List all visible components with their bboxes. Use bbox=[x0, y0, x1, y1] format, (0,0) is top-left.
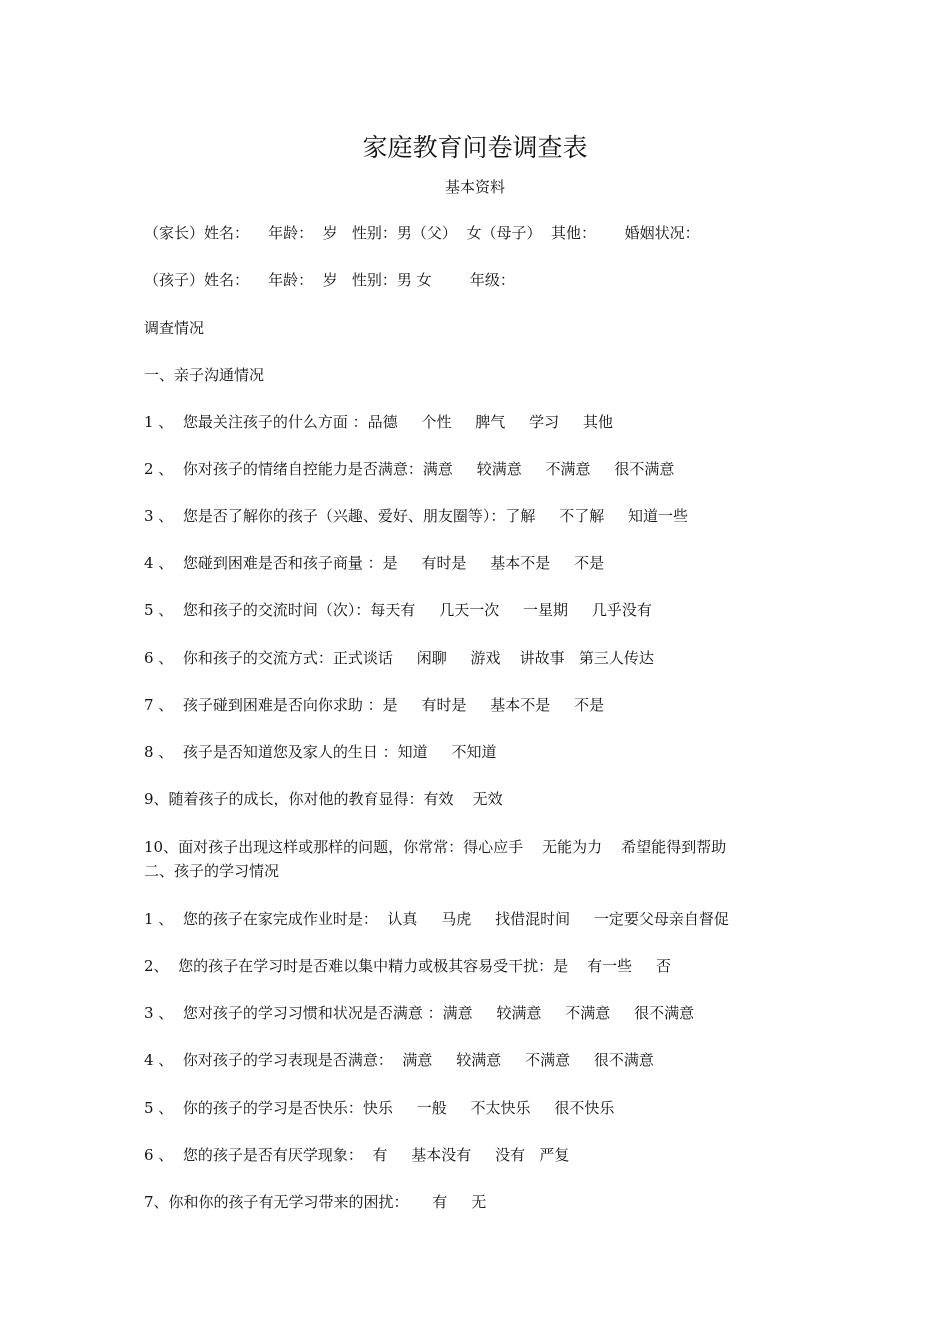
question-line: 4 、 你对孩子的学习表现是否满意： 满意 较满意 不满意 很不满意 bbox=[144, 1051, 654, 1069]
question-line: 5 、 您和孩子的交流时间（次）：每天有 几天一次 一星期 几乎没有 bbox=[144, 601, 652, 619]
question-line: 3 、 您是否了解你的孩子（兴趣、爱好、朋友圈等）：了解 不了解 知道一些 bbox=[144, 507, 689, 525]
question-line: 6 、 你和孩子的交流方式：正式谈话 闲聊 游戏 讲故事 第三人传达 bbox=[144, 649, 654, 667]
question-line: 10、面对孩子出现这样或那样的问题，你常常：得心应手 无能为力 希望能得到帮助 bbox=[144, 838, 727, 856]
question-line: 8 、 孩子是否知道您及家人的生日 ：知道 不知道 bbox=[144, 743, 497, 761]
question-line: 1 、 您最关注孩子的什么方面 ：品德 个性 脾气 学习 其他 bbox=[144, 413, 613, 431]
question-line: 7 、 孩子碰到困难是否向你求助 ：是 有时是 基本不是 不是 bbox=[144, 696, 605, 714]
document-subtitle: 基本资料 bbox=[444, 178, 505, 196]
question-line: 9、随着孩子的成长，你对他的教育显得：有效 无效 bbox=[144, 790, 503, 808]
child-info-line: （孩子）姓名： 年龄： 岁 性别：男 女 年级： bbox=[144, 271, 515, 289]
question-line: 7、你和你的孩子有无学习带来的困扰： 有 无 bbox=[144, 1193, 487, 1211]
question-line: 4 、 您碰到困难是否和孩子商量 ：是 有时是 基本不是 不是 bbox=[144, 554, 605, 572]
parent-info-line: （家长）姓名： 年龄： 岁 性别：男（父） 女（母子） 其他： 婚姻状况： bbox=[144, 224, 700, 242]
section-heading: 调查情况 bbox=[144, 319, 205, 337]
question-line: 5 、 你的孩子的学习是否快乐：快乐 一般 不太快乐 很不快乐 bbox=[144, 1099, 615, 1117]
document-title: 家庭教育问卷调查表 bbox=[362, 133, 588, 162]
question-line: 1 、 您的孩子在家完成作业时是： 认真 马虎 找借混时间 一定要父母亲自督促 bbox=[144, 910, 729, 928]
question-line: 3 、 您对孩子的学习习惯和状况是否满意 ：满意 较满意 不满意 很不满意 bbox=[144, 1004, 695, 1022]
question-line: 2、 您的孩子在学习时是否难以集中精力或极其容易受干扰：是 有一些 否 bbox=[144, 957, 671, 975]
section-heading: 二、孩子的学习情况 bbox=[144, 862, 280, 880]
question-line: 2 、 你对孩子的情绪自控能力是否满意：满意 较满意 不满意 很不满意 bbox=[144, 460, 675, 478]
section-heading: 一、亲子沟通情况 bbox=[144, 366, 265, 384]
question-line: 6 、 您的孩子是否有厌学现象： 有 基本没有 没有 严复 bbox=[144, 1146, 570, 1164]
